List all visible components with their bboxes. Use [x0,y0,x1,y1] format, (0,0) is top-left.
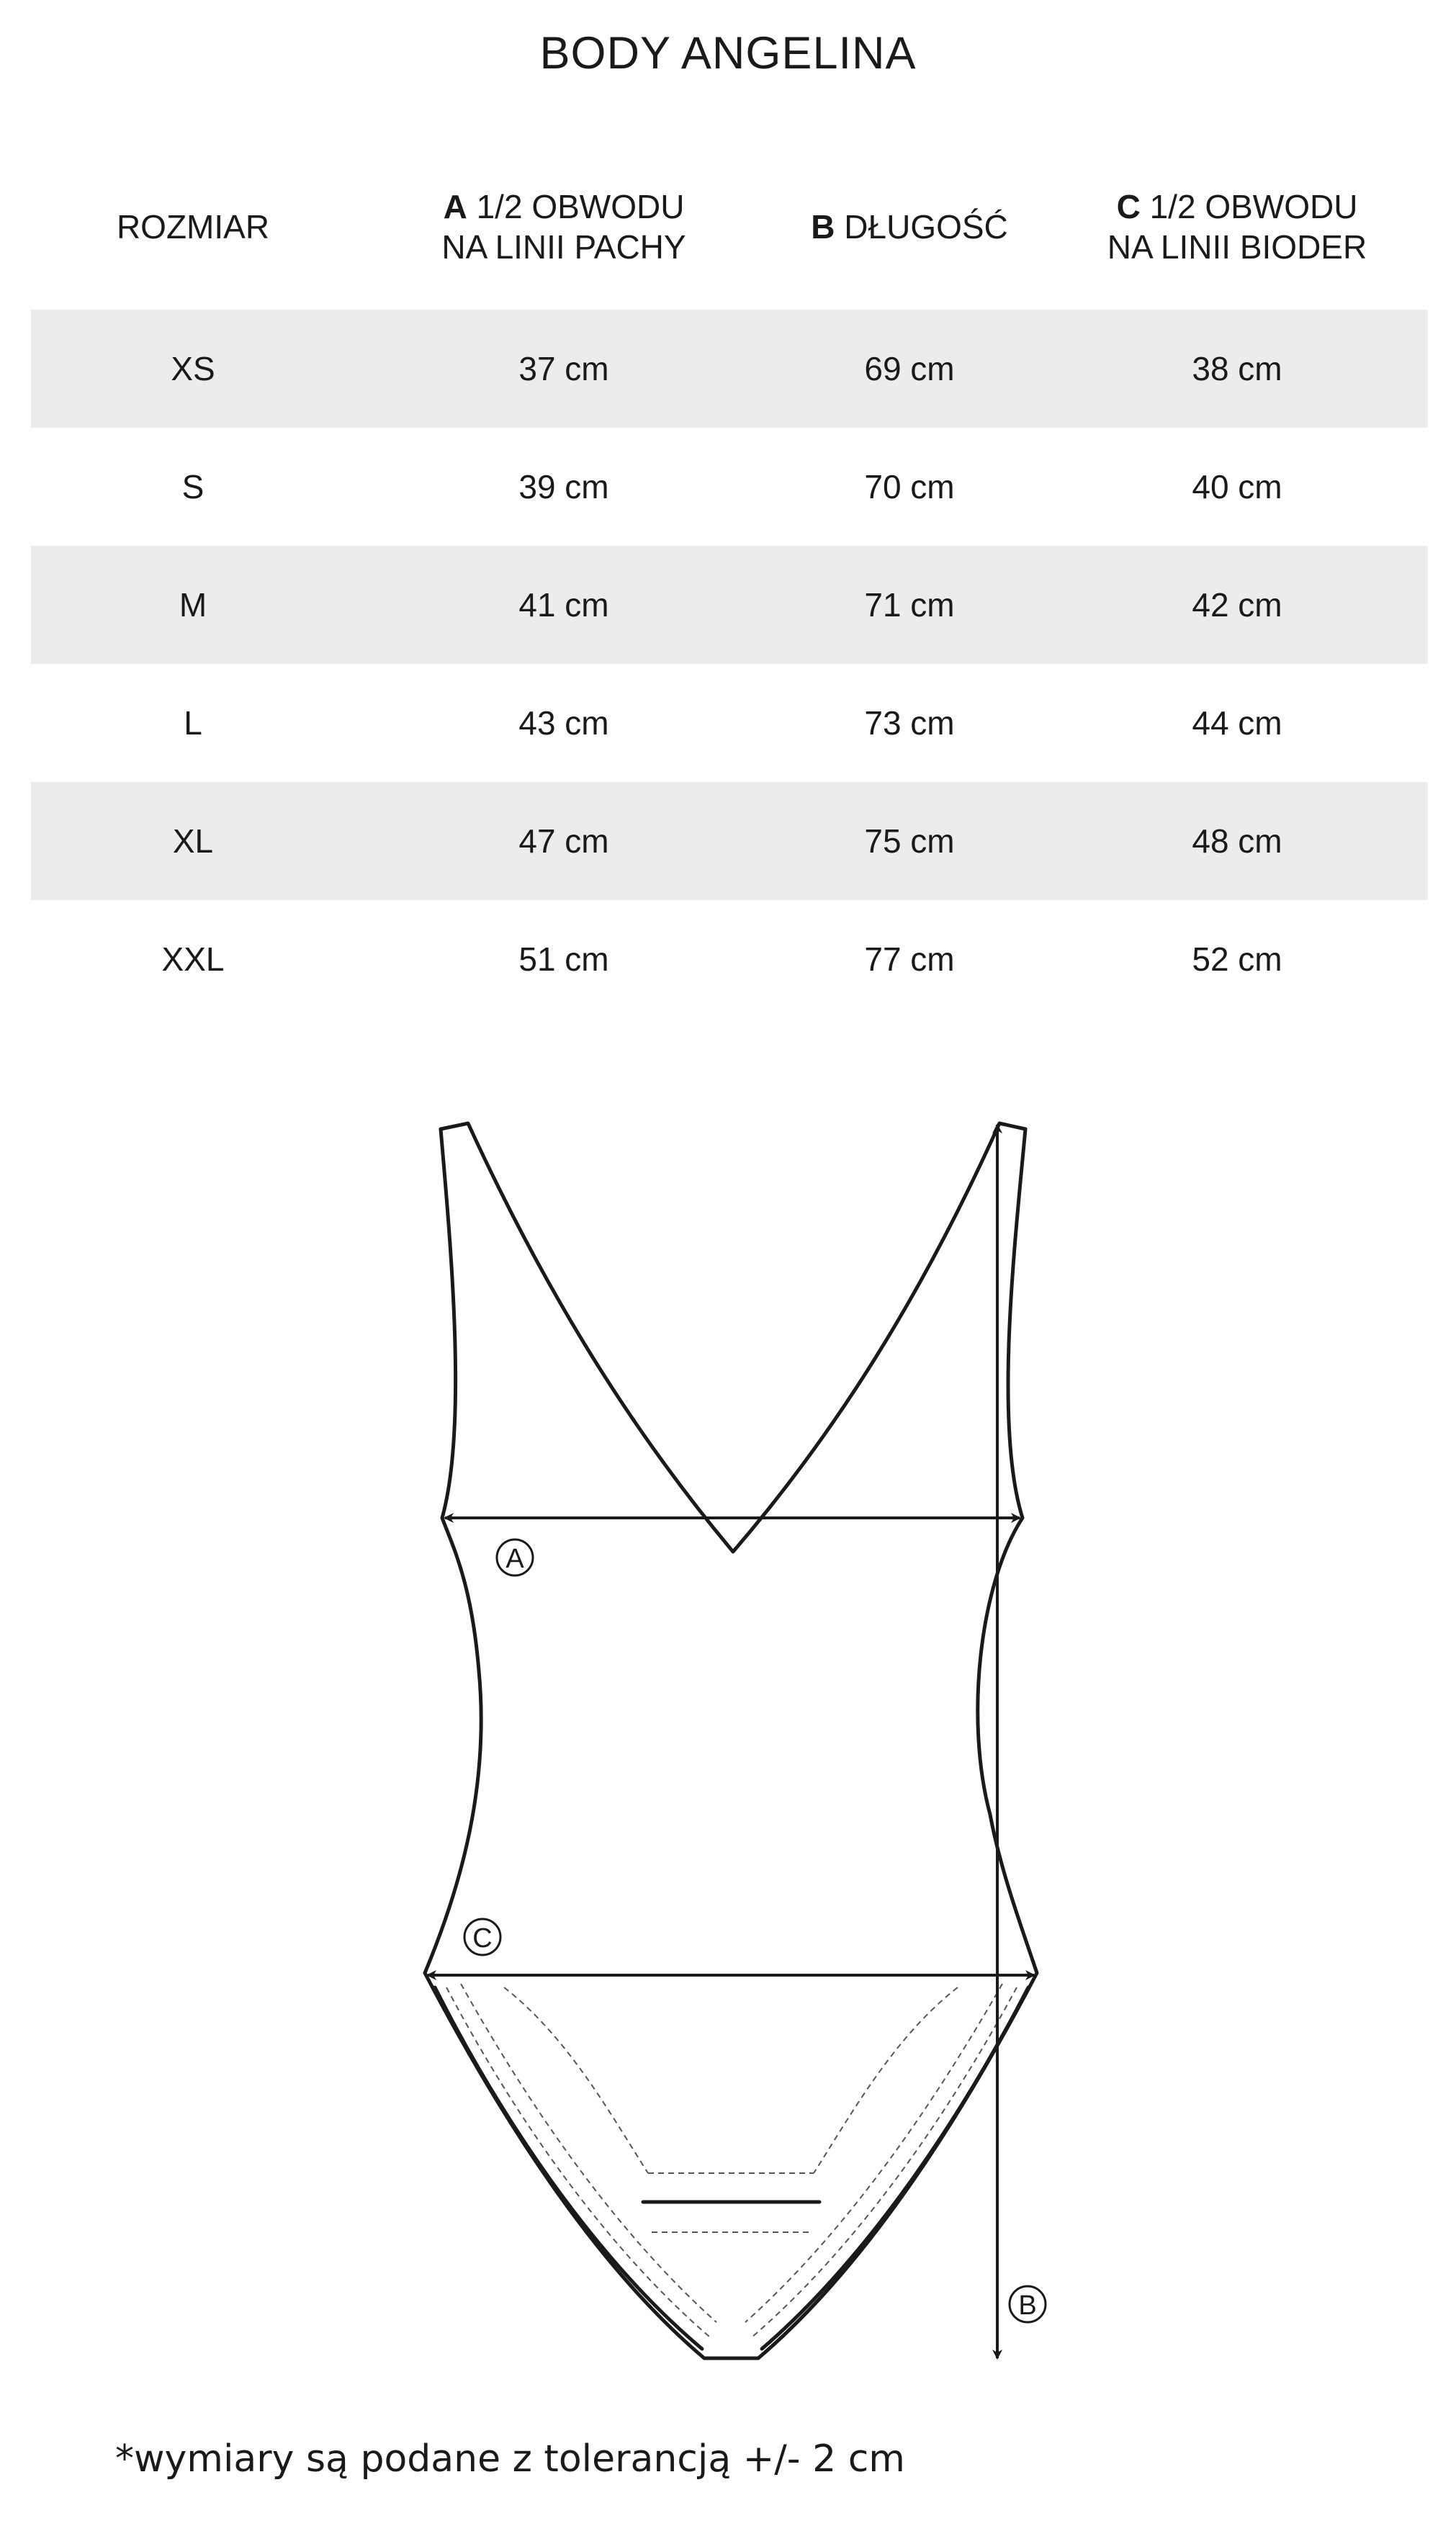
b-cell: 71 cm [864,586,955,624]
header-size: ROZMIAR [116,208,270,246]
header-c: C 1/2 OBWODU NA LINII BIODER [1107,188,1367,266]
c-cell: 42 cm [1192,586,1282,624]
b-cell: 75 cm [864,822,955,860]
table-header [31,180,1428,274]
table-row [31,782,1428,900]
label-a: A [505,1544,524,1574]
bodysuit-diagram [0,1080,1456,2412]
c-cell: 38 cm [1192,350,1282,387]
tolerance-footnote: *wymiary są podane z tolerancją +/- 2 cm [115,2437,905,2481]
label-b-icon [1010,2286,1046,2322]
c-cell: 40 cm [1192,468,1282,505]
a-cell: 37 cm [518,350,609,387]
table-row [31,664,1428,782]
c-cell: 52 cm [1192,940,1282,978]
a-cell: 39 cm [518,468,609,505]
header-b: B DŁUGOŚĆ [811,208,1008,246]
a-cell: 47 cm [518,822,609,860]
a-cell: 51 cm [518,940,609,978]
table-row [31,310,1428,428]
c-cell: 44 cm [1192,704,1282,742]
label-a-icon [497,1540,533,1576]
table-row [31,546,1428,664]
table-row [31,900,1428,1018]
table-row [31,428,1428,546]
size-cell: L [184,704,202,742]
label-c: C [472,1923,493,1954]
label-c-icon [464,1919,500,1955]
size-cell: M [179,586,207,624]
size-cell: XS [171,350,215,387]
b-cell: 70 cm [864,468,955,505]
size-table [31,310,1428,1018]
a-cell: 43 cm [518,704,609,742]
a-cell: 41 cm [518,586,609,624]
b-cell: 73 cm [864,704,955,742]
size-cell: S [181,468,205,505]
c-cell: 48 cm [1192,822,1282,860]
label-b: B [1018,2291,1037,2321]
header-a: A 1/2 OBWODU NA LINII PACHY [441,188,686,266]
size-cell: XL [172,822,214,860]
b-cell: 77 cm [864,940,955,978]
page-title: BODY ANGELINA [539,28,917,78]
b-cell: 69 cm [864,350,955,387]
size-cell: XXL [161,940,225,978]
